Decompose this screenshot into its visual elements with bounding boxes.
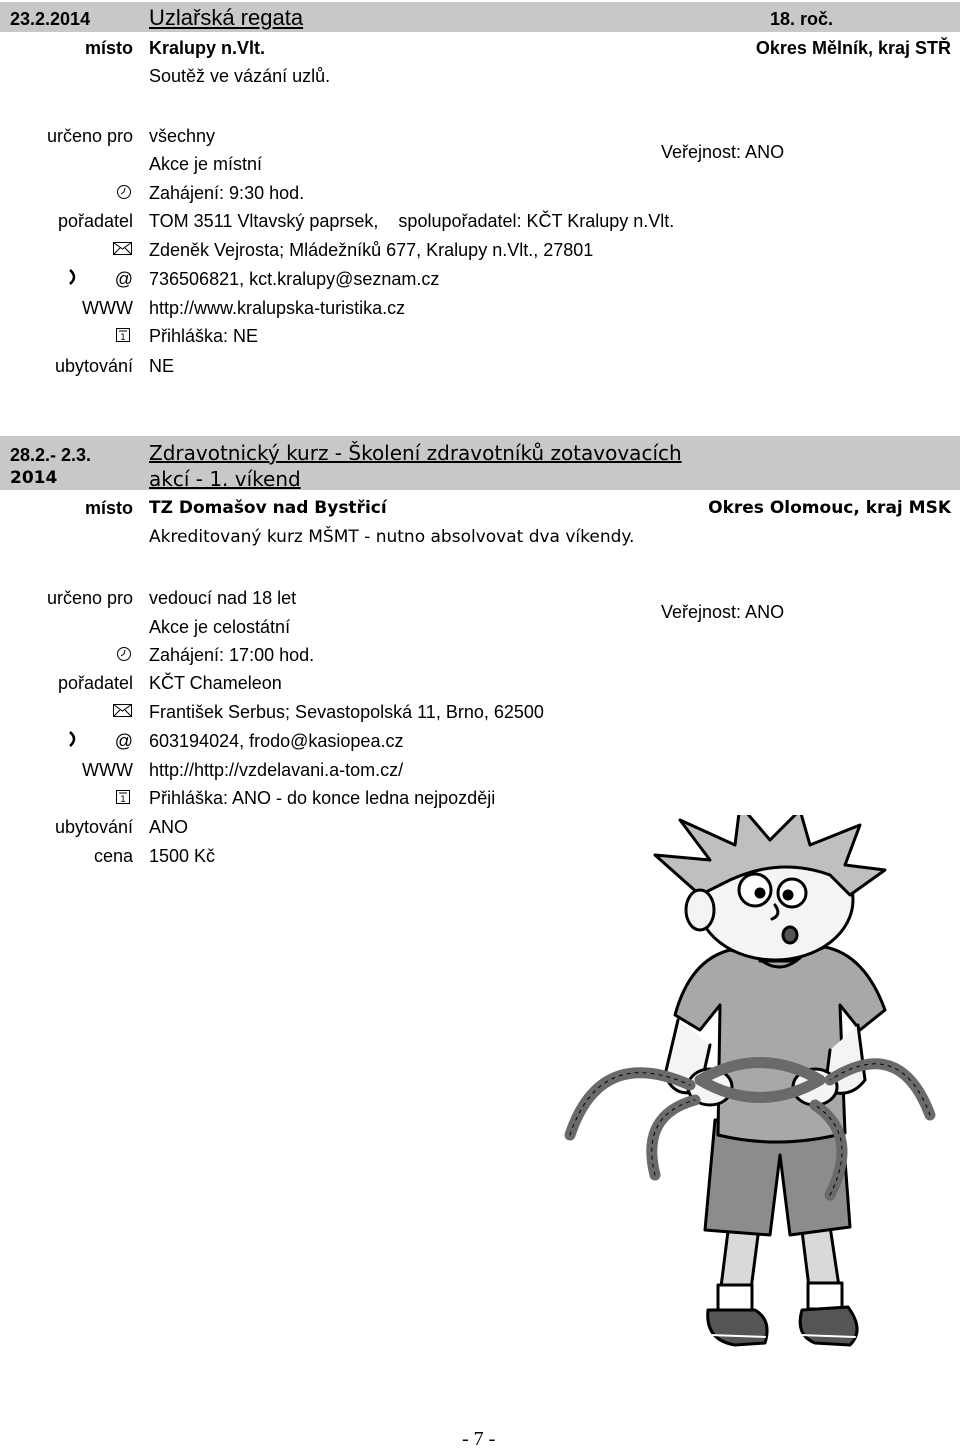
event1-for-label: určeno pro — [46, 126, 133, 146]
envelope-icon — [113, 241, 132, 257]
boy-tying-rope-illustration — [560, 815, 960, 1370]
event1-accommodation-label: ubytování — [54, 356, 133, 376]
event2-date-line2: 2014 — [10, 468, 58, 488]
event1-place: Kralupy n.Vlt. — [149, 38, 266, 58]
event2-organizer-label: pořadatel — [57, 673, 133, 693]
registration-form-icon — [115, 327, 131, 343]
event1-scope: Akce je místní — [149, 154, 263, 174]
phone-icon — [66, 731, 80, 747]
event2-at-label: @ — [114, 731, 133, 751]
svg-text:1: 1 — [120, 333, 126, 343]
event2-contact[interactable]: 603194024, frodo@kasiopea.cz — [149, 731, 404, 751]
event2-region: Okres Olomouc, kraj MSK — [708, 498, 951, 518]
phone-icon — [66, 269, 80, 285]
event1-place-label: místo — [84, 38, 133, 58]
clock-icon — [116, 646, 132, 662]
clock-icon — [116, 184, 132, 200]
event1-public: Veřejnost: ANO — [661, 142, 785, 162]
event2-web-link[interactable]: http://http://vzdelavani.a-tom.cz/ — [149, 760, 404, 780]
event1-web-link[interactable]: http://www.kralupska-turistika.cz — [149, 298, 406, 318]
event2-accommodation: ANO — [149, 817, 189, 837]
event2-for: vedoucí nad 18 let — [149, 588, 297, 608]
event2-price: 1500 Kč — [149, 846, 216, 866]
event1-at-label: @ — [114, 269, 133, 289]
event2-for-label: určeno pro — [46, 588, 133, 608]
event2-address: František Serbus; Sevastopolská 11, Brno, 62500 — [149, 702, 544, 722]
event1-contact[interactable]: 736506821, kct.kralupy@seznam.cz — [149, 269, 440, 289]
event1-for: všechny — [149, 126, 216, 146]
event2-title-line2[interactable]: akcí - 1. víkend — [149, 467, 301, 491]
event1-organizer: TOM 3511 Vltavský paprsek, spolupořadatel: KČT Kralupy n.Vlt. — [149, 211, 675, 231]
event1-title[interactable]: Uzlařská regata — [149, 5, 304, 30]
event2-place-label: místo — [84, 498, 133, 518]
event2-start: Zahájení: 17:00 hod. — [149, 645, 315, 665]
event1-organizer-label: pořadatel — [57, 211, 133, 231]
event1-date: 23.2.2014 — [10, 9, 91, 29]
event1-accommodation: NE — [149, 356, 175, 376]
svg-text:1: 1 — [120, 795, 126, 805]
event2-title-line1[interactable]: Zdravotnický kurz - Školení zdravotníků zotavovacích — [149, 441, 682, 465]
event2-accommodation-label: ubytování — [54, 817, 133, 837]
event2-registration: Přihláška: ANO - do konce ledna nejpozději — [149, 788, 496, 808]
event1-description: Soutěž ve vázání uzlů. — [149, 66, 331, 86]
event1-start: Zahájení: 9:30 hod. — [149, 183, 305, 203]
event2-place: TZ Domašov nad Bystřicí — [149, 498, 387, 518]
event2-description: Akreditovaný kurz MŠMT - nutno absolvovat dva víkendy. — [149, 527, 635, 547]
event1-www-label: WWW — [82, 298, 133, 318]
event2-public: Veřejnost: ANO — [661, 602, 785, 622]
event1-edition: 18. roč. — [770, 9, 834, 29]
event2-scope: Akce je celostátní — [149, 617, 291, 637]
event2-date-line1: 28.2.- 2.3. — [10, 445, 92, 465]
event1-region: Okres Mělník, kraj STŘ — [755, 38, 951, 58]
registration-form-icon — [115, 789, 131, 805]
event1-address: Zdeněk Vejrosta; Mládežníků 677, Kralupy n.Vlt., 27801 — [149, 240, 594, 260]
event2-www-label: WWW — [82, 760, 133, 780]
page-number: - 7 - — [462, 1428, 496, 1450]
envelope-icon — [113, 703, 132, 719]
event2-organizer: KČT Chameleon — [149, 673, 282, 693]
event2-price-label: cena — [93, 846, 133, 866]
event1-registration: Přihláška: NE — [149, 326, 259, 346]
